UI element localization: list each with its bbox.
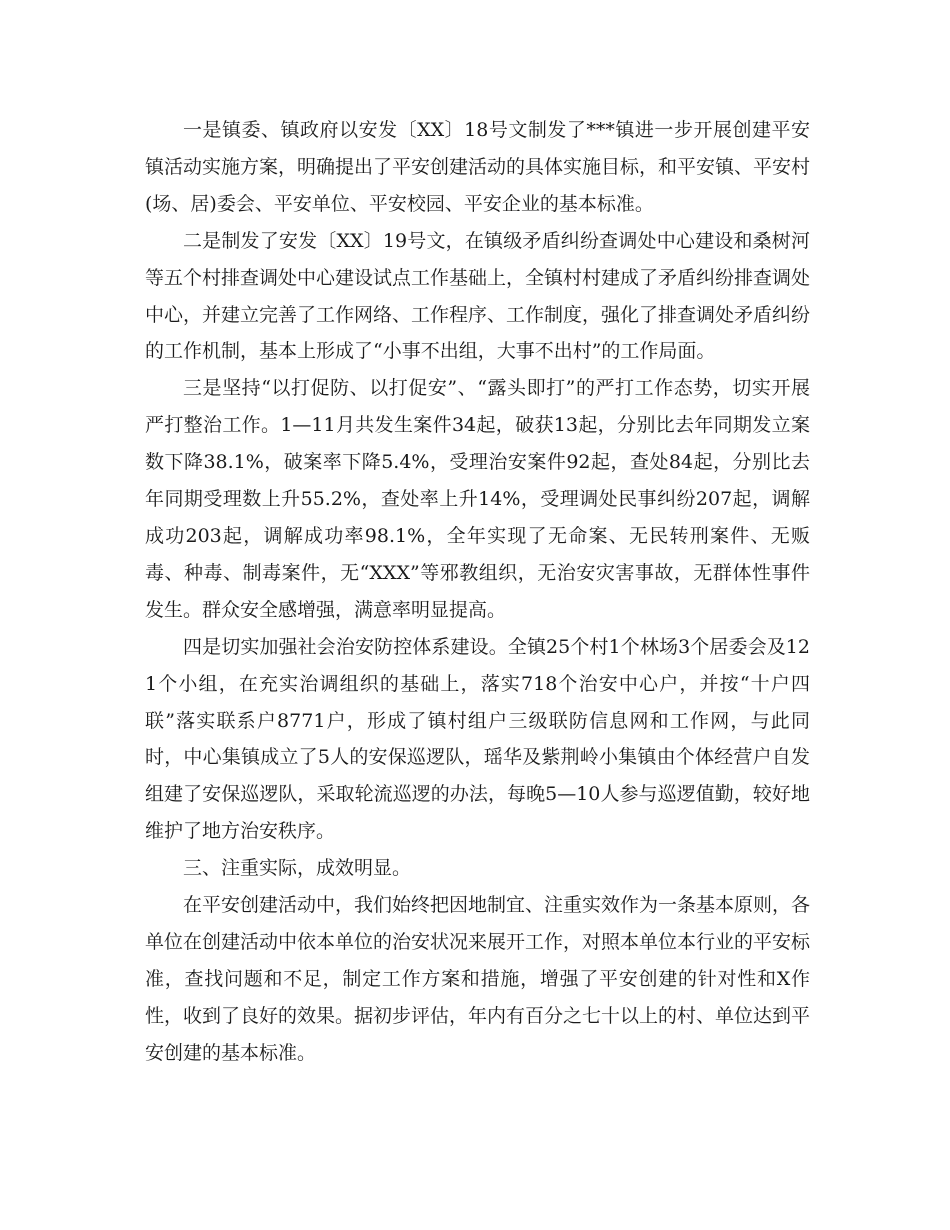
paragraph-section-body: 在平安创建活动中，我们始终把因地制宜、注重实效作为一条基本原则，各单位在创建活动中依本单位的治安状况来展开工作，对照本单位本行业的平安标准，查找问题和不足，制定工作方案和措施，增强了平安创建的针对性和X作性，收到了良好的效果。据初步评估，年内有百分之七十以上的村、单位达到平安创建的基本标准。 <box>145 894 811 1064</box>
document-body <box>145 112 810 1072</box>
paragraph-measure-2: 二是制发了安发〔XX〕19号文，在镇级矛盾纠纷查调处中心建设和桑树河等五个村排查调处中心建设试点工作基础上，全镇村村建成了矛盾纠纷排查调处中心，并建立完善了工作网络、工作程序、工作制度，强化了排查调处矛盾纠纷的工作机制，基本上形成了“小事不出组，大事不出村”的工作局面。 <box>145 229 811 363</box>
section-heading: 三、注重实际，成效明显。 <box>183 857 412 880</box>
paragraph-measure-1: 一是镇委、镇政府以安发〔XX〕18号文制发了***镇进一步开展创建平安镇活动实施方案，明确提出了平安创建活动的具体实施目标，和平安镇、平安村(场、居)委会、平安单位、平安校园、平安企业的基本标准。 <box>145 119 811 215</box>
paragraph-measure-3: 三是坚持“以打促防、以打促安”、“露头即打”的严打工作态势，切实开展严打整治工作。1—11月共发生案件34起，破获13起，分别比去年同期发立案数下降38.1%，破案率下降5.4%，受理治安案件92起，查处84起，分别比去年同期受理数上升55.2%，查处率上升14%，受理调处民事纠纷207起，调解成功203起，调解成功率98.1%，全年实现了无命案、无民转刑案件、无贩毒、种毒、制毒案件，无“XXX”等邪教组织，无治安灾害事故，无群体性事件发生。群众安全感增强，满意率明显提高。 <box>145 377 810 621</box>
paragraph-measure-4: 四是切实加强社会治安防控体系建设。全镇25个村1个林场3个居委会及121个小组，在充实治调组织的基础上，落实718个治安中心户，并按“十户四联”落实联系户8771户，形成了镇村组户三级联防信息网和工作网，与此同时，中心集镇成立了5人的安保巡逻队，瑶华及紫荆岭小集镇由个体经营户自发组建了安保巡逻队，采取轮流巡逻的办法，每晚5—10人参与巡逻值勤，较好地维护了地方治安秩序。 <box>145 635 810 843</box>
